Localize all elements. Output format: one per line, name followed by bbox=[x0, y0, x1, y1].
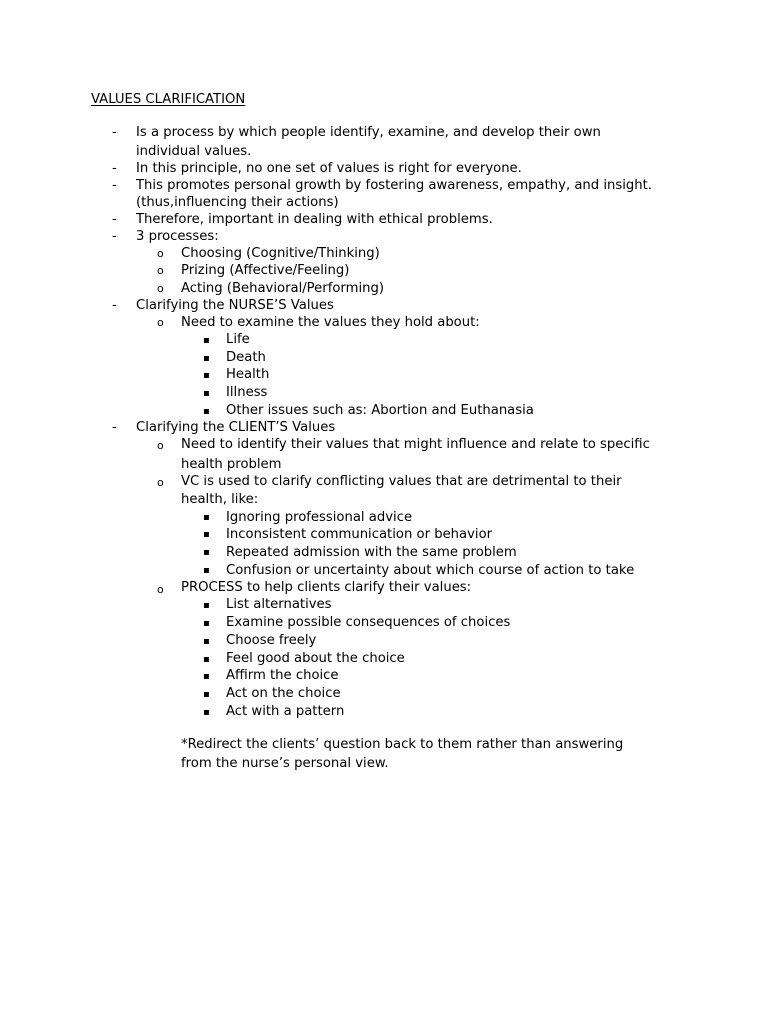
dash-bullet: - bbox=[112, 229, 117, 244]
sub-item-text: Choosing (Cognitive/Thinking) bbox=[181, 246, 380, 261]
square-bullet: ▪ bbox=[203, 689, 210, 700]
sub-sub-item-text: Examine possible consequences of choices bbox=[226, 615, 511, 630]
sub-sub-item-text: Health bbox=[226, 367, 270, 382]
sub-sub-item-text: Life bbox=[226, 332, 250, 347]
sub-item-text: PROCESS to help clients clarify their values: bbox=[181, 580, 472, 595]
sub-item-text: health problem bbox=[181, 457, 282, 472]
dash-bullet: - bbox=[112, 420, 117, 435]
sub-sub-item-text: Act on the choice bbox=[226, 686, 341, 701]
circle-bullet: o bbox=[157, 476, 164, 489]
square-bullet: ▪ bbox=[203, 529, 210, 540]
square-bullet: ▪ bbox=[203, 512, 210, 523]
sub-sub-item-text: Other issues such as: Abortion and Euthanasia bbox=[226, 403, 534, 418]
dash-bullet: - bbox=[112, 212, 117, 227]
list-item-text: Therefore, important in dealing with ethical problems. bbox=[136, 212, 493, 227]
square-bullet: ▪ bbox=[203, 707, 210, 718]
list-item-text: individual values. bbox=[136, 144, 252, 159]
sub-item-text: health, like: bbox=[181, 492, 259, 507]
circle-bullet: o bbox=[157, 247, 164, 260]
square-bullet: ▪ bbox=[203, 388, 210, 399]
square-bullet: ▪ bbox=[203, 618, 210, 629]
sub-item-text: Need to examine the values they hold about: bbox=[181, 315, 480, 330]
square-bullet: ▪ bbox=[203, 370, 210, 381]
list-item-text: This promotes personal growth by fostering awareness, empathy, and insight. bbox=[136, 178, 652, 193]
square-bullet: ▪ bbox=[203, 671, 210, 682]
circle-bullet: o bbox=[157, 439, 164, 452]
square-bullet: ▪ bbox=[203, 335, 210, 346]
sub-sub-item-text: Illness bbox=[226, 385, 268, 400]
list-item-text: Clarifying the NURSE’S Values bbox=[136, 298, 334, 313]
dash-bullet: - bbox=[112, 178, 117, 193]
dash-bullet: - bbox=[112, 298, 117, 313]
square-bullet: ▪ bbox=[203, 353, 210, 364]
square-bullet: ▪ bbox=[203, 565, 210, 576]
square-bullet: ▪ bbox=[203, 654, 210, 665]
square-bullet: ▪ bbox=[203, 636, 210, 647]
circle-bullet: o bbox=[157, 282, 164, 295]
circle-bullet: o bbox=[157, 583, 164, 596]
sub-sub-item-text: Choose freely bbox=[226, 633, 317, 648]
sub-sub-item-text: Affirm the choice bbox=[226, 668, 339, 683]
circle-bullet: o bbox=[157, 264, 164, 277]
sub-sub-item-text: Inconsistent communication or behavior bbox=[226, 527, 493, 542]
sub-sub-item-text: Feel good about the choice bbox=[226, 651, 405, 666]
list-item-text: 3 processes: bbox=[136, 229, 219, 244]
list-item-text: Is a process by which people identify, examine, and develop their own bbox=[136, 125, 601, 140]
sub-item-text: VC is used to clarify conflicting values that are detrimental to their bbox=[181, 474, 622, 489]
square-bullet: ▪ bbox=[203, 547, 210, 558]
dash-bullet: - bbox=[112, 161, 117, 176]
note-text: from the nurse’s personal view. bbox=[181, 756, 389, 771]
sub-sub-item-text: List alternatives bbox=[226, 597, 332, 612]
sub-item-text: Acting (Behavioral/Performing) bbox=[181, 281, 384, 296]
document-title: VALUES CLARIFICATION bbox=[91, 92, 246, 107]
square-bullet: ▪ bbox=[203, 406, 210, 417]
sub-sub-item-text: Confusion or uncertainty about which course of action to take bbox=[226, 563, 635, 578]
list-item-text: (thus,influencing their actions) bbox=[136, 195, 339, 210]
sub-sub-item-text: Repeated admission with the same problem bbox=[226, 545, 517, 560]
sub-sub-item-text: Death bbox=[226, 350, 266, 365]
sub-sub-item-text: Act with a pattern bbox=[226, 704, 345, 719]
note-text: *Redirect the clients’ question back to them rather than answering bbox=[181, 737, 624, 752]
sub-item-text: Need to identify their values that might influence and relate to specific bbox=[181, 437, 650, 452]
list-item-text: In this principle, no one set of values is right for everyone. bbox=[136, 161, 522, 176]
dash-bullet: - bbox=[112, 125, 117, 140]
sub-item-text: Prizing (Affective/Feeling) bbox=[181, 263, 350, 278]
list-item-text: Clarifying the CLIENT’S Values bbox=[136, 420, 336, 435]
circle-bullet: o bbox=[157, 316, 164, 329]
square-bullet: ▪ bbox=[203, 600, 210, 611]
sub-sub-item-text: Ignoring professional advice bbox=[226, 510, 413, 525]
